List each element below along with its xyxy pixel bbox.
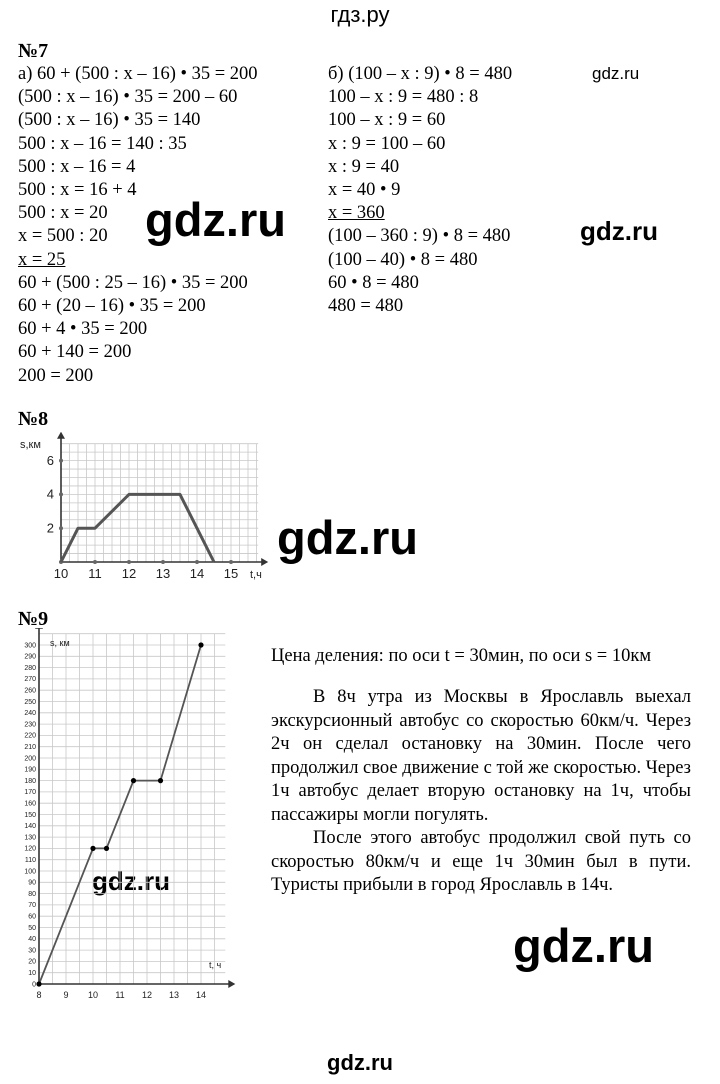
equation-line: 60 + (500 : 25 – 16) • 35 = 200 bbox=[18, 272, 248, 293]
equation-line: (100 – 360 : 9) • 8 = 480 bbox=[328, 226, 511, 247]
y-tick-label: 220 bbox=[24, 732, 36, 740]
x-tick-mark bbox=[161, 560, 165, 564]
scale-note: Цена деления: по оси t = 30мин, по оси s = 10км bbox=[271, 646, 652, 666]
y-tick-label: 190 bbox=[24, 766, 36, 774]
data-point bbox=[90, 846, 95, 851]
problem-9-title: №9 bbox=[18, 608, 49, 630]
equation-line: 480 = 480 bbox=[328, 296, 404, 317]
y-tick-label: 100 bbox=[24, 868, 36, 876]
data-point bbox=[36, 981, 41, 986]
site-footer[interactable]: gdz.ru bbox=[327, 1050, 393, 1075]
equation-line: x : 9 = 100 – 60 bbox=[328, 133, 446, 154]
equation-line: 500 : x = 20 bbox=[18, 203, 108, 224]
y-tick-label: 160 bbox=[24, 800, 36, 808]
x-tick-label: 10 bbox=[87, 990, 99, 1000]
x-tick-mark bbox=[93, 560, 97, 564]
watermark: gdz.ru bbox=[592, 64, 640, 83]
y-tick-label: 280 bbox=[24, 664, 36, 672]
x-tick-mark bbox=[229, 560, 233, 564]
y-axis-arrow bbox=[35, 628, 43, 629]
problem-8-title: №8 bbox=[18, 408, 49, 430]
y-tick-label: 200 bbox=[24, 755, 36, 763]
y-tick-label: 170 bbox=[24, 789, 36, 797]
y-tick-label: 180 bbox=[24, 777, 36, 785]
y-tick-label: 240 bbox=[24, 710, 36, 718]
y-tick-label: 10 bbox=[28, 970, 36, 978]
x-tick-mark bbox=[127, 560, 131, 564]
equation-line: 500 : x – 16 = 140 : 35 bbox=[18, 133, 187, 154]
y-tick-label: 90 bbox=[28, 879, 36, 887]
equation-line: б) (100 – x : 9) • 8 = 480 bbox=[328, 64, 513, 84]
y-axis-arrow bbox=[57, 432, 65, 439]
distance-time-graph-8 bbox=[14, 432, 276, 590]
data-point bbox=[198, 642, 203, 647]
y-tick-label: 130 bbox=[24, 834, 36, 842]
equation-line: x : 9 = 40 bbox=[328, 156, 400, 177]
equation-line: x = 500 : 20 bbox=[18, 226, 108, 247]
y-axis-label: s, км bbox=[50, 638, 70, 648]
x-axis-label: t,ч bbox=[250, 569, 262, 581]
x-axis-arrow bbox=[261, 558, 268, 566]
x-tick-label: 8 bbox=[36, 990, 42, 1000]
x-tick-mark bbox=[195, 560, 199, 564]
y-tick-label: 6 bbox=[46, 452, 54, 468]
data-point bbox=[104, 846, 109, 851]
y-tick-label: 80 bbox=[28, 890, 36, 898]
y-tick-label: 70 bbox=[28, 902, 36, 910]
equation-line: 60 + 140 = 200 bbox=[18, 342, 132, 363]
equation-line: а) 60 + (500 : x – 16) • 35 = 200 bbox=[18, 64, 258, 84]
y-tick-label: 290 bbox=[24, 653, 36, 661]
x-tick-label: 9 bbox=[63, 990, 69, 1000]
y-tick-label: 60 bbox=[28, 913, 36, 921]
x-tick-label: 12 bbox=[121, 566, 137, 581]
watermark: gdz.ru bbox=[513, 919, 654, 972]
data-point bbox=[131, 778, 136, 783]
x-tick-label: 11 bbox=[88, 566, 102, 581]
y-tick-label: 2 bbox=[46, 520, 54, 536]
y-tick-label: 50 bbox=[28, 924, 36, 932]
y-axis-label: s,км bbox=[20, 439, 41, 451]
x-tick-label: 10 bbox=[53, 566, 69, 581]
equation-line: 60 • 8 = 480 bbox=[328, 272, 419, 293]
x-axis-label: t, ч bbox=[209, 960, 222, 970]
y-tick-label: 4 bbox=[46, 486, 54, 502]
y-tick-label: 250 bbox=[24, 698, 36, 706]
y-tick-label: 300 bbox=[24, 642, 36, 650]
problem-7-column-b bbox=[328, 63, 512, 318]
x-tick-label: 14 bbox=[195, 990, 207, 1000]
problem-7-title: №7 bbox=[18, 40, 49, 62]
equation-line: x = 40 • 9 bbox=[328, 180, 401, 201]
y-tick-label: 120 bbox=[24, 845, 36, 853]
equation-line: 500 : x = 16 + 4 bbox=[18, 180, 137, 201]
problem-9-text bbox=[271, 686, 691, 898]
y-tick-label: 260 bbox=[24, 687, 36, 695]
equation-line: (500 : x – 16) • 35 = 140 bbox=[18, 110, 201, 131]
x-axis-arrow bbox=[228, 980, 235, 988]
equation-line: 60 + (20 – 16) • 35 = 200 bbox=[18, 296, 206, 317]
paragraph: В 8ч утра из Москвы в Ярославль выехал экскурсионный автобус со скоростью 60км/ч. Через 2ч он сделал остановку на 30мин. После чего продолжил свое движение с той же скоростью. Через 1ч автобус делает вторую остановку на 1ч, чтобы пассажиры могли погулять. bbox=[271, 687, 691, 825]
distance-time-graph-9 bbox=[14, 628, 250, 1028]
equation-line: 100 – x : 9 = 60 bbox=[328, 110, 446, 131]
equation-line: 200 = 200 bbox=[18, 365, 94, 386]
paragraph: После этого автобус продолжил свой путь со скоростью 80км/ч и еще 1ч 30мин был в пути. Туристы прибыли в город Ярославль в 14ч. bbox=[271, 828, 691, 895]
y-tick-label: 270 bbox=[24, 676, 36, 684]
y-tick-label: 40 bbox=[28, 936, 36, 944]
y-tick-mark bbox=[59, 526, 63, 530]
x-tick-label: 14 bbox=[189, 566, 205, 581]
equation-line: (500 : x – 16) • 35 = 200 – 60 bbox=[18, 87, 238, 108]
site-header[interactable]: гдз.ру bbox=[330, 2, 390, 27]
y-tick-label: 110 bbox=[24, 857, 36, 865]
x-tick-label: 13 bbox=[168, 990, 180, 1000]
y-tick-label: 150 bbox=[24, 811, 36, 819]
equation-line: 60 + 4 • 35 = 200 bbox=[18, 319, 148, 340]
x-tick-label: 12 bbox=[141, 990, 153, 1000]
y-tick-label: 140 bbox=[24, 823, 36, 831]
y-tick-mark bbox=[59, 459, 63, 463]
y-tick-mark bbox=[59, 492, 63, 496]
y-tick-label: 20 bbox=[28, 958, 36, 966]
equation-line: 500 : x – 16 = 4 bbox=[18, 156, 136, 177]
equation-line: (100 – 40) • 8 = 480 bbox=[328, 249, 478, 270]
y-tick-label: 210 bbox=[24, 744, 36, 752]
y-tick-label: 0 bbox=[32, 981, 36, 989]
watermark: gdz.ru bbox=[580, 216, 658, 246]
watermark: gdz.ru bbox=[145, 193, 286, 246]
y-tick-label: 230 bbox=[24, 721, 36, 729]
watermark: gdz.ru bbox=[92, 866, 170, 896]
x-tick-label: 15 bbox=[223, 566, 239, 581]
y-tick-label: 30 bbox=[28, 947, 36, 955]
watermark: gdz.ru bbox=[277, 511, 418, 564]
data-point bbox=[158, 778, 163, 783]
equation-line: x = 360 bbox=[328, 203, 385, 224]
x-tick-label: 11 bbox=[115, 990, 125, 1000]
x-tick-label: 13 bbox=[155, 566, 171, 581]
equation-line: 100 – x : 9 = 480 : 8 bbox=[328, 87, 479, 108]
equation-line: x = 25 bbox=[18, 249, 66, 270]
